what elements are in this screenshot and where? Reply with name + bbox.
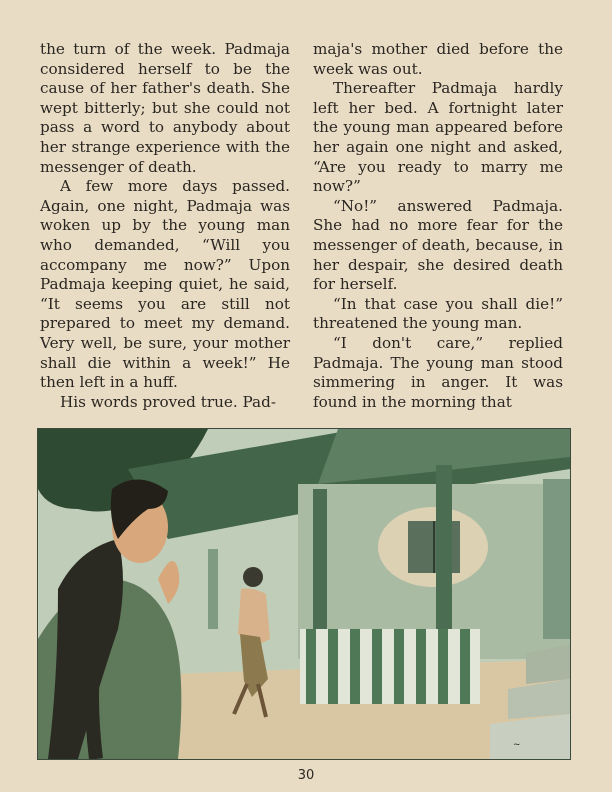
paragraph: maja's mother died before the week was out. — [313, 40, 563, 78]
story-illustration — [37, 428, 571, 760]
paragraph: “In that case you shall die!” threatened the young man. — [313, 294, 563, 333]
paragraph: His words proved true. Pad- — [60, 392, 276, 411]
page-number: 30 — [297, 768, 315, 783]
paragraph: A few more days passed. Again, one night, Padmaja was woken up by the young man who demanded, “Will you accompany me now?” Upon Padmaja keeping quiet, he said, “It seems you are still not prepared to meet my demand. Very well, be sure, your mother shall die within a week!” He then left in a huff. — [40, 177, 290, 392]
paragraph: the turn of the week. Padmaja considered herself to be the cause of her father's death. She wept bitterly; but she could not pass a word to anybody about her strange experience with the messenger of death. — [40, 40, 290, 176]
paragraph: “No!” answered Padmaja. She had no more fear for the messenger of death, because, in her despair, she desired death for herself. — [313, 196, 563, 294]
left-text-column — [40, 40, 290, 412]
paragraph: “I don't care,” replied Padmaja. The young man stood simmering in anger. It was found in the morning that — [313, 333, 563, 411]
svg-text:~: ~ — [513, 740, 521, 750]
illustration-woman-watching-young-man-leave-house-icon — [38, 429, 570, 759]
right-text-column — [313, 40, 563, 412]
paragraph: Thereafter Padmaja hardly left her bed. A fortnight later the young man appeared before her again one night and asked, “Are you ready to marry me now?” — [313, 79, 563, 196]
